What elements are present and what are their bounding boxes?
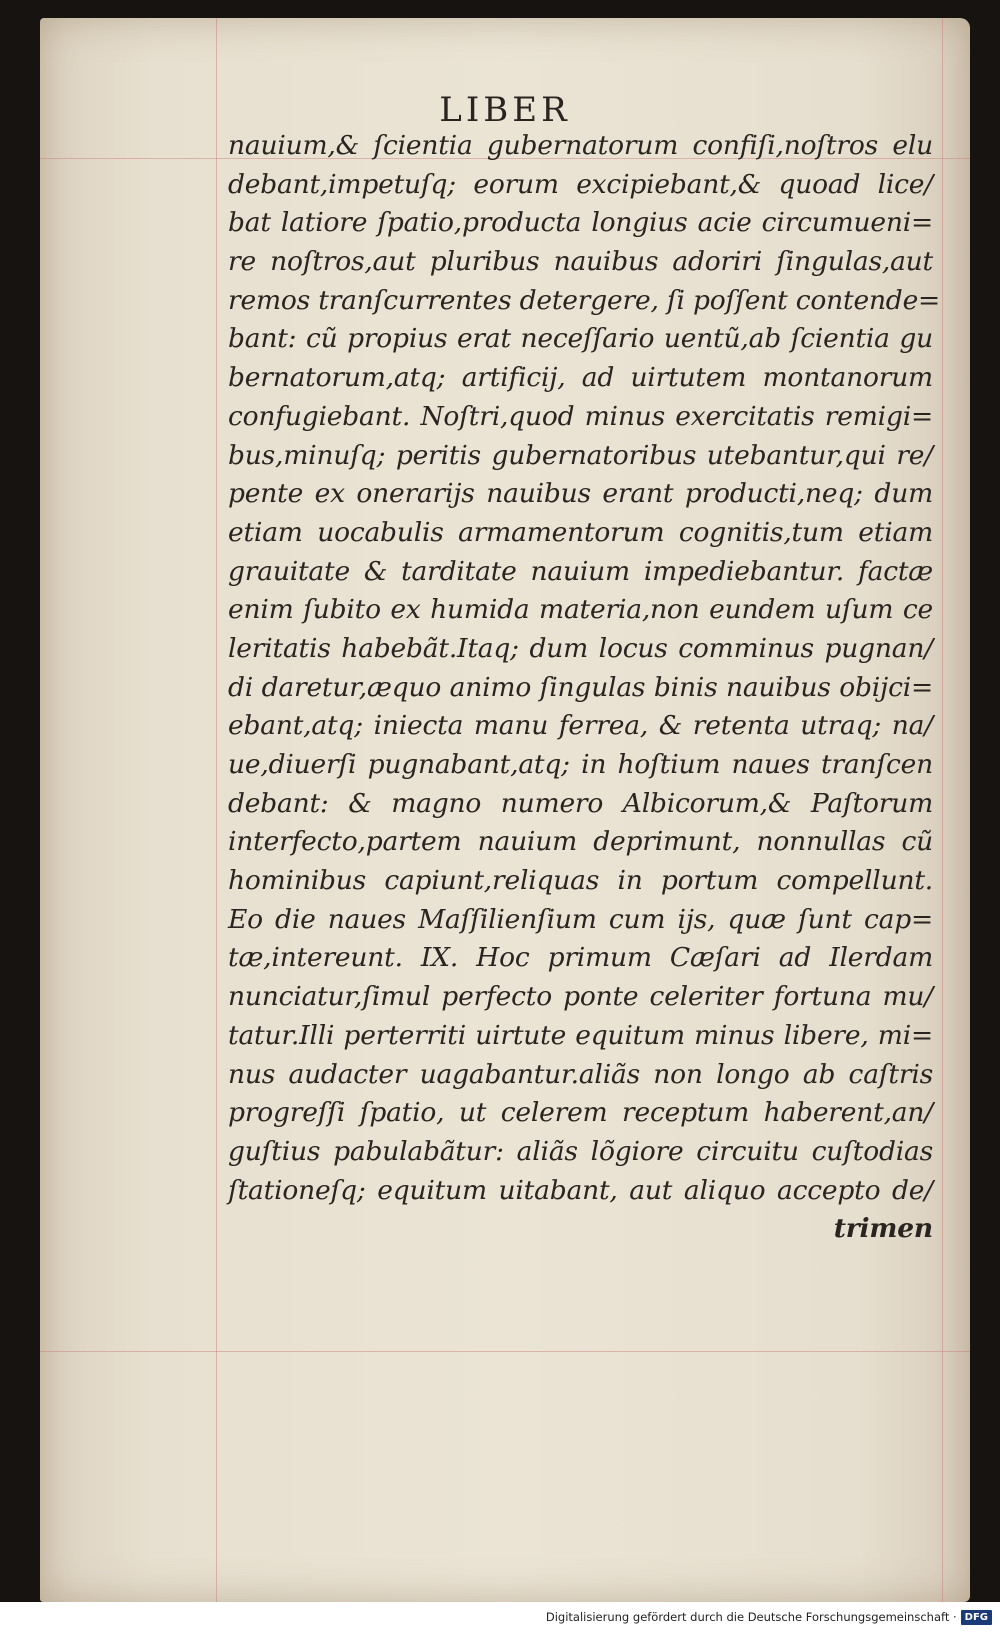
text-line: ebant,atq; iniecta manu ferrea, & retenta utraq; na/ <box>228 710 933 742</box>
text-line: grauitate & tarditate nauium impediebantur. factæ <box>228 555 933 587</box>
text-line: guſtius pabulabãtur: aliãs lõgiore circuitu cuſtodias <box>228 1135 933 1167</box>
text-line: tæ,intereunt. IX. Hoc primum Cæſari ad Ilerdam <box>228 942 933 974</box>
dfg-logo: DFG <box>961 1610 992 1625</box>
text-line: bant: cũ propius erat neceſſario uentũ,ab ſcientia gu <box>228 323 933 355</box>
text-block <box>228 127 941 1249</box>
text-line: di daretur,æquo animo ſingulas binis nauibus obijci= <box>228 671 933 703</box>
text-line: ue,diuerſi pugnabant,atq; in hoſtium naues tranſcen <box>228 749 933 780</box>
text-line: bus,minuſq; peritis gubernatoribus utebantur,qui re/ <box>228 439 933 471</box>
text-line: bernatorum,atq; artificij, ad uirtutem montanorum <box>228 362 933 394</box>
footer-credit: Digitalisierung gefördert durch die Deutsche Forschungsgemeinschaft · <box>545 1610 957 1624</box>
text-line: progreſſi ſpatio, ut celerem receptum haberent,an/ <box>228 1097 933 1129</box>
running-title: LIBER <box>439 90 571 130</box>
text-line: debant: & magno numero Albicorum,& Paſtorum <box>228 787 933 819</box>
text-line: tatur.Illi perterriti uirtute equitum minus libere, mi= <box>228 1019 933 1051</box>
text-line: re noſtros,aut pluribus nauibus adoriri ſingulas,aut <box>228 246 933 278</box>
text-line: remos tranſcurrentes detergere, ſi poſſent contende= <box>228 284 941 316</box>
text-line: nauium,& ſcientia gubernatorum confiſi,noſtros elu <box>228 130 933 161</box>
text-line: enim ſubito ex humida materia,non eundem uſum ce <box>228 594 933 626</box>
text-line: pente ex onerarijs nauibus erant producti,neq; dum <box>228 478 933 510</box>
margin-rule-bottom <box>40 1351 970 1352</box>
text-line: nus audacter uagabantur.aliãs non longo ab caſtris <box>228 1058 933 1090</box>
text-line: Eo die naues Maſſilienſium cum ijs, quæ ſunt cap= <box>228 903 933 935</box>
margin-rule-right <box>942 18 943 1602</box>
text-line: confugiebant. Noſtri,quod minus exercitatis remigi= <box>228 400 933 432</box>
text-line: hominibus capiunt,reliquas in portum compellunt. <box>228 865 933 897</box>
text-line: ſtationeſq; equitum uitabant, aut aliquo accepto de/ <box>228 1174 933 1206</box>
text-line: nunciatur,ſimul perfecto ponte celeriter fortuna mu/ <box>228 981 933 1013</box>
catchword: trimen <box>833 1213 933 1245</box>
text-line: leritatis habebãt.Itaq; dum locus comminus pugnan/ <box>228 632 933 664</box>
text-line: bat latiore ſpatio,producta longius acie circumueni= <box>228 207 933 239</box>
text-line: etiam uocabulis armamentorum cognitis,tum etiam <box>228 516 933 548</box>
margin-rule-left <box>216 18 217 1602</box>
text-line: interfecto,partem nauium deprimunt, nonnullas cũ <box>228 826 933 858</box>
text-line: debant,impetuſq; eorum excipiebant,& quoad lice/ <box>228 168 933 200</box>
digitization-footer <box>0 1602 1000 1632</box>
